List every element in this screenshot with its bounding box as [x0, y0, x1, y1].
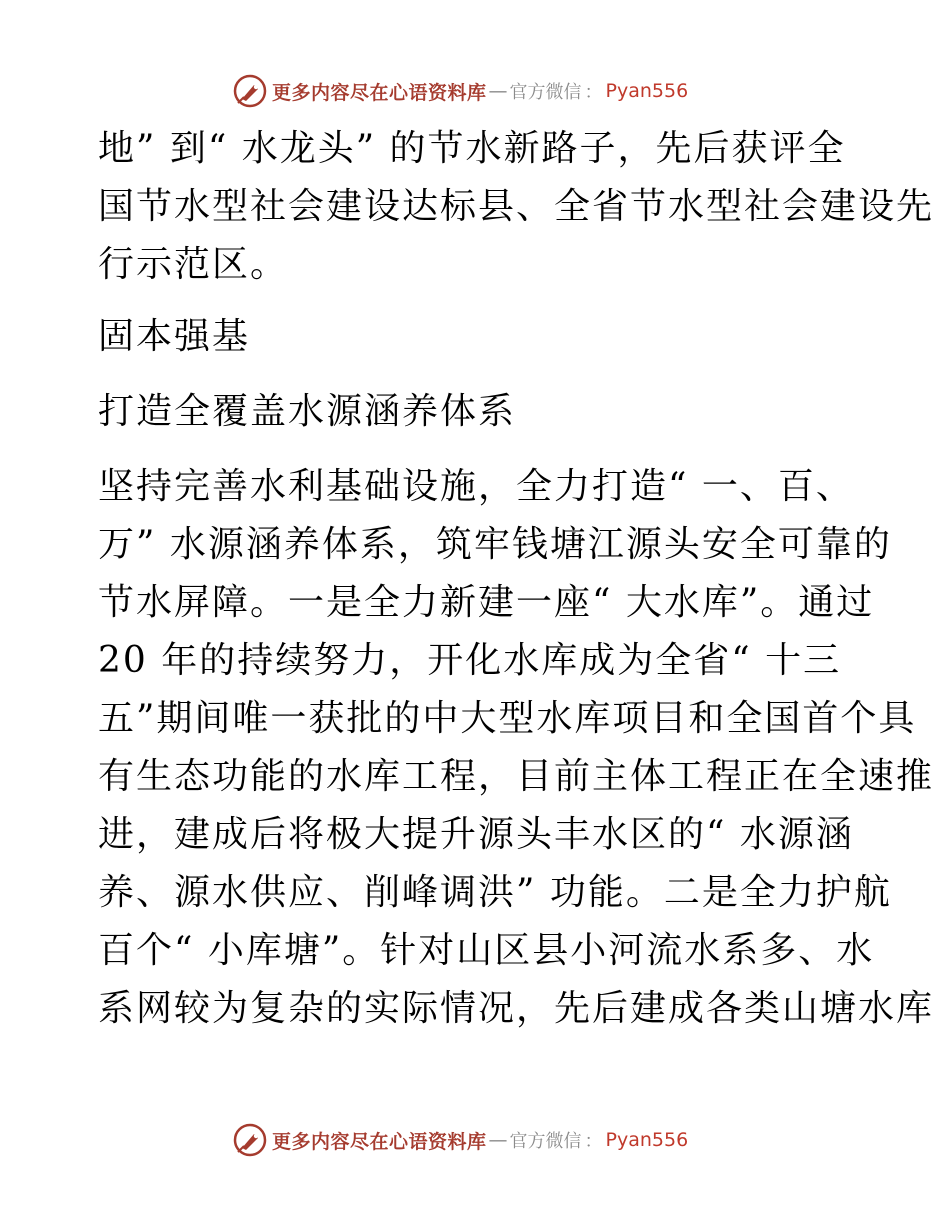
footer-watermark [232, 1120, 688, 1160]
body-line: 万” 水源涵养体系，筑牢钱塘江源头安全可靠的 [98, 524, 892, 565]
watermark-dash: — [488, 80, 508, 102]
body-line: 进，建成后将极大提升源头丰水区的“ 水源涵 [98, 814, 854, 855]
body-line: 20 年的持续努力，开化水库成为全省“ 十三 [98, 640, 842, 681]
header-watermark [232, 71, 688, 111]
watermark-dash: — [488, 1129, 508, 1151]
body-line: 五”期间唯一获批的中大型水库项目和全国首个具 [98, 698, 917, 739]
body-line: 行示范区。 [98, 244, 289, 285]
section-subheading: 打造全覆盖水源涵养体系 [98, 391, 517, 432]
watermark-main-text: 更多内容尽在心语资料库 [272, 1130, 487, 1153]
section-heading: 固本强基 [98, 316, 251, 357]
watermark-sub-text: 官方微信 [509, 1131, 582, 1152]
watermark-main-text: 更多内容尽在心语资料库 [272, 81, 487, 104]
body-line: 养、源水供应、削峰调洪” 功能。二是全力护航 [98, 872, 892, 913]
pen-nib-logo-icon [232, 1122, 268, 1158]
watermark-wechat-id: Pyan556 [605, 1129, 689, 1151]
body-line: 坚持完善水利基础设施，全力打造“ 一、百、 [98, 466, 854, 507]
watermark-separator: ： [584, 82, 603, 103]
body-line: 节水屏障。一是全力新建一座“ 大水库”。通过 [98, 582, 875, 623]
watermark-separator: ： [584, 1131, 603, 1152]
body-line: 系网较为复杂的实际情况，先后建成各类山塘水库 [98, 988, 935, 1029]
watermark-sub-text: 官方微信 [509, 82, 582, 103]
body-line: 地” 到“ 水龙头” 的节水新路子，先后获评全 [98, 128, 846, 169]
body-line: 百个“ 小库塘”。针对山区县小河流水系多、水 [98, 930, 875, 971]
body-line: 有生态功能的水库工程，目前主体工程正在全速推 [98, 756, 935, 797]
body-line: 国节水型社会建设达标县、全省节水型社会建设先 [98, 186, 935, 227]
pen-nib-logo-icon [232, 73, 268, 109]
watermark-wechat-id: Pyan556 [605, 80, 689, 102]
